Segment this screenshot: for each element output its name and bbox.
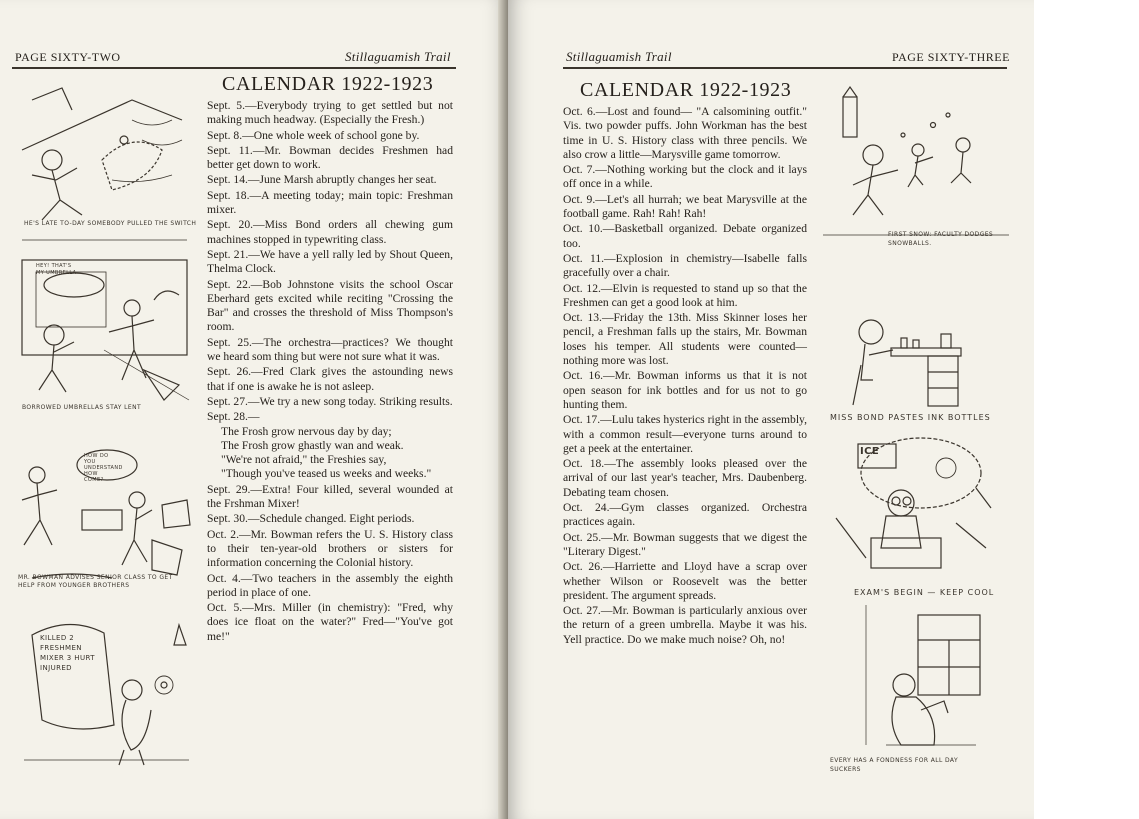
entry-oct-11: Oct. 11.—Explosion in chemistry—Isabelle falls gracefully over a chair.: [563, 251, 807, 280]
entry-sept-18: Sept. 18.—A meeting today; main topic: Freshman mixer.: [207, 188, 453, 217]
right-header-rule: [563, 67, 1007, 69]
entry-oct-4: Oct. 4.—Two teachers in the assembly the eighth period in place of one.: [207, 571, 453, 599]
verse-line-2: The Frosh grow ghastly wan and weak.: [221, 438, 404, 452]
caption-all-day-suckers: EVERY HAS A FONDNESS FOR ALL DAY SUCKERS: [830, 757, 959, 773]
caption-ink-bottles: MISS BOND PASTES INK BOTTLES: [830, 413, 991, 422]
left-publication-name: Stillaguamish Trail: [345, 49, 451, 64]
entry-oct-2: Oct. 2.—Mr. Bowman refers the U. S. History class to their ten-year-old brothers or sisters for information concerning the Colonial history.: [207, 527, 453, 570]
verse-line-1: The Frosh grow nervous day by day;: [221, 424, 392, 438]
bubble-how-come: HOW DO YOU UNDERSTAND HOW COME?: [84, 453, 123, 483]
entry-oct-17: Oct. 17.—Lulu takes hysterics right in the assembly, with a common result—everyone turns around to get a peek at the entertainer.: [563, 413, 807, 455]
right-page: [508, 0, 1034, 819]
bubble-my-umbrella: HEY! THAT'S MY UMBRELLA: [36, 263, 77, 276]
cartoon-exams-ice: [826, 428, 996, 588]
entry-sept-29: Sept. 29.—Extra! Four killed, several wounded at the Frshman Mixer!: [207, 482, 453, 511]
right-publication-name: Stillaguamish Trail: [566, 49, 672, 64]
entry-sept-20: Sept. 20.—Miss Bond orders all chewing gum machines stopped in typewriting class.: [207, 218, 453, 246]
caption-exams-begin: EXAM'S BEGIN — KEEP COOL: [854, 588, 995, 597]
entry-sept-14: Sept. 14.—June Marsh abruptly changes her seat.: [207, 173, 437, 187]
cartoon-ink-bottles: [843, 310, 993, 410]
entry-oct-6: Oct. 6.—Lost and found— "A calsomining outfit." Vis. two powder puffs. John Workman has the best time in U. S. History class with three pencils. We also crow a little—Marysville game tomorrow.: [563, 105, 807, 161]
right-calendar-entries: [563, 105, 807, 648]
entry-oct-12: Oct. 12.—Elvin is requested to stand up so that the Freshmen can get a good look at him.: [563, 281, 807, 309]
verse-line-3: "We're not afraid," the Freshies say,: [221, 453, 387, 467]
entry-sept-25: Sept. 25.—The orchestra—practices? We thought we heard som thing but were not sure what it was.: [207, 335, 453, 364]
caption-first-snow: [888, 230, 1008, 248]
entry-oct-5: Oct. 5.—Mrs. Miller (in chemistry): "Fred, why does ice float on the water?" Fred—"You've got me!": [207, 601, 453, 643]
entry-oct-10: Oct. 10.—Basketball organized. Debate organized too.: [563, 222, 807, 250]
entry-sept-22: Sept. 22.—Bob Johnstone visits the school Oscar Eberhard gets excited while reciting "Crossing the Bar" and crosses the threshold of Miss Thompson's room.: [207, 277, 453, 334]
ice-sign: ICE: [860, 446, 880, 457]
entry-sept-27: Sept. 27.—We try a new song today. Striking results.: [207, 394, 453, 408]
entry-oct-9: Oct. 9.—Let's all hurrah; we beat Marysville at the football game. Rah! Rah! Rah!: [563, 192, 807, 221]
verse-line-4: "Though you've teased us weeks and weeks.": [221, 467, 432, 481]
left-page-title: CALENDAR 1922-1923: [222, 73, 434, 95]
right-page-label: PAGE SIXTY-THREE: [892, 50, 1010, 64]
cartoon-all-day-suckers: [826, 605, 996, 755]
entry-sept-21: Sept. 21.—We have a yell rally led by Shout Queen, Thelma Clock.: [207, 247, 453, 276]
page-edge-margin: [1034, 0, 1139, 819]
cartoon-mixer-killed: [14, 605, 194, 775]
entry-oct-26: Oct. 26.—Harriette and Lloyd have a scrap over whether Wilson or Roosevelt was the better president. The argument spreads.: [563, 560, 807, 602]
left-page: [0, 0, 508, 819]
entry-sept-11: Sept. 11.—Mr. Bowman decides Freshmen had better get down to work.: [207, 143, 453, 172]
entry-oct-27: Oct. 27.—Mr. Bowman is particularly anxious over the return of a green umbrella. Maybe it was his. Yell practice. Do we make much noise? Oh, no!: [563, 604, 807, 646]
entry-oct-25: Oct. 25.—Mr. Bowman suggests that we digest the "Literary Digest.": [563, 530, 807, 558]
caption-bowman-advises: MR. BOWMAN ADVISES SENIOR CLASS TO GET HELP FROM YOUNGER BROTHERS: [18, 574, 173, 589]
left-calendar-entries: [207, 99, 453, 645]
left-page-label: PAGE SIXTY-TWO: [15, 50, 121, 64]
entry-oct-24: Oct. 24.—Gym classes organized. Orchestra practices again.: [563, 501, 807, 529]
caption-late-switch: HE'S LATE TO-DAY SOMEBODY PULLED THE SWITCH: [24, 220, 197, 227]
caption-borrowed-umbrellas: BORROWED UMBRELLAS STAY LENT: [22, 404, 142, 411]
entry-sept-26: Sept. 26.—Fred Clark gives the astounding news that if one is awake he is not asleep.: [207, 365, 453, 393]
entry-oct-7: Oct. 7.—Nothing working but the clock and it lays off once in a while.: [563, 163, 807, 191]
caption-first-snow-text: FIRST SNOW: FACULTY DODGES SNOWBALLS.: [888, 231, 994, 247]
right-page-title: CALENDAR 1922-1923: [580, 79, 792, 101]
entry-sept-8: Sept. 8.—One whole week of school gone by.: [207, 128, 420, 142]
entry-sept-5: Sept. 5.—Everybody trying to get settled but not making much headway. (Especially the Fresh.): [207, 99, 453, 127]
left-header-rule: [12, 67, 456, 69]
entry-sept-28: Sept. 28.—: [207, 410, 260, 424]
entry-oct-13: Oct. 13.—Friday the 13th. Miss Skinner loses her pencil, a Freshman falls up the stairs, Mr. Bowman loses his temper. All students were counted—nothing more was lost.: [563, 311, 807, 368]
entry-sept-30: Sept. 30.—Schedule changed. Eight periods.: [207, 512, 415, 526]
entry-oct-16: Oct. 16.—Mr. Bowman informs us that it is not open season for ink bottles and for us not to go hunting them.: [563, 369, 807, 411]
entry-oct-18: Oct. 18.—The assembly looks pleased over the arrival of our last year's teacher, Mrs. Daubenberg. Debating team chosen.: [563, 457, 807, 499]
sign-killed-mixer: KILLED 2 FRESHMEN MIXER 3 HURT INJURED: [40, 634, 95, 672]
